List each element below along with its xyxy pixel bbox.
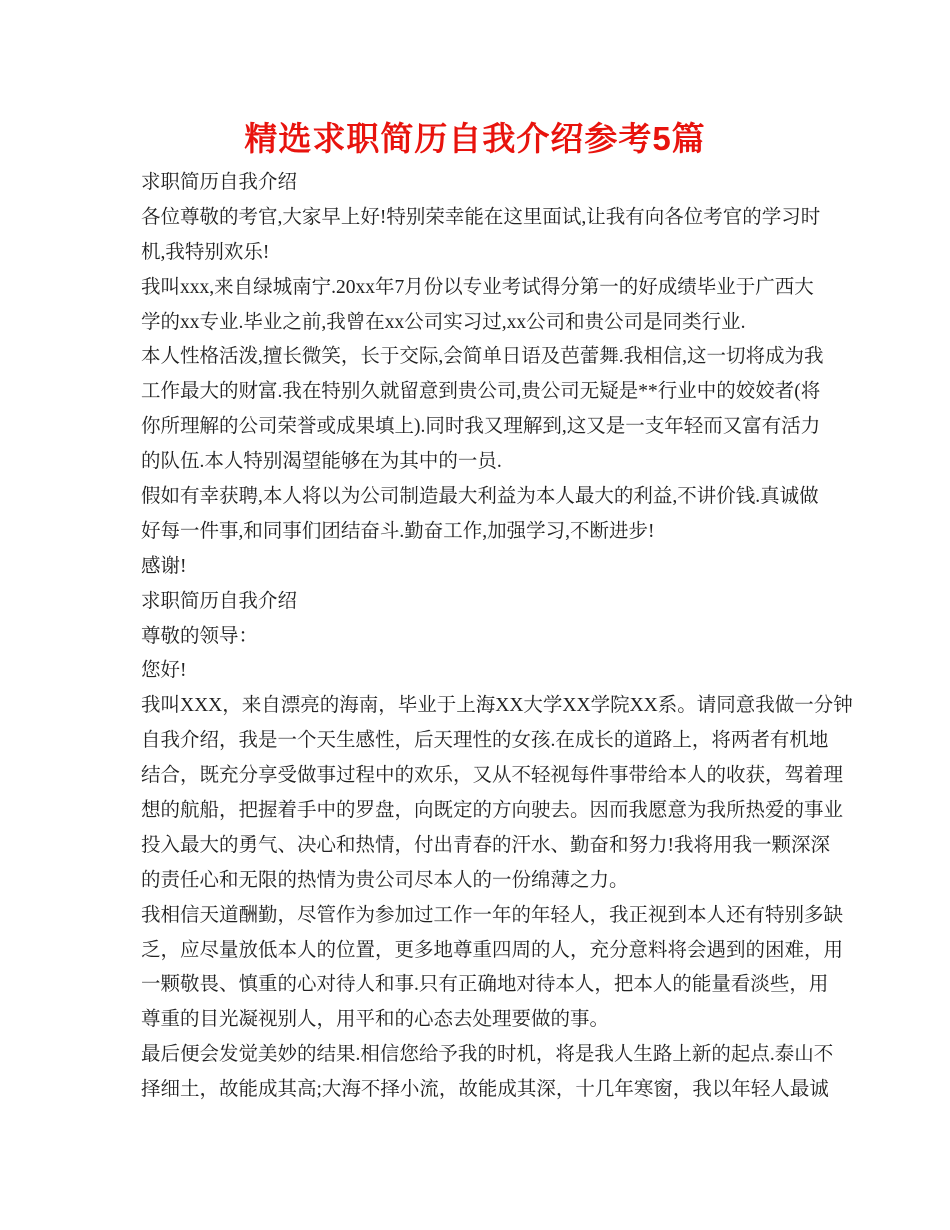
document-line: 最后便会发觉美妙的结果.相信您给予我的时机，将是我人生路上新的起点.泰山不 [141, 1044, 834, 1066]
document-line: 本人性格活泼,擅长微笑，长于交际,会简单日语及芭蕾舞.我相信,这一切将成为我 [141, 346, 824, 368]
document-line: 乏，应尽量放低本人的位置，更多地尊重四周的人，充分意料将会遇到的困难，用 [141, 939, 844, 961]
document-line: 结合，既充分享受做事过程中的欢乐，又从不轻视每件事带给本人的收获，驾着理 [141, 765, 844, 787]
document-line: 尊重的目光凝视别人，用平和的心态去处理要做的事。 [141, 1009, 610, 1031]
document-line: 求职简历自我介绍 [141, 172, 298, 193]
document-line: 我相信天道酬勤，尽管作为参加过工作一年的年轻人，我正视到本人还有特别多缺 [141, 904, 844, 926]
document-line: 尊敬的领导： [141, 625, 259, 647]
document-line: 择细土，故能成其高;大海不择小流，故能成其深，十几年寒窗，我以年轻人最诚 [141, 1079, 829, 1101]
document-line: 假如有幸获聘,本人将以为公司制造最大利益为本人最大的利益,不讲价钱.真诚做 [141, 486, 819, 508]
document-line: 好每一件事,和同事们团结奋斗.勤奋工作,加强学习,不断进步! [141, 520, 655, 542]
document-line: 自我介绍，我是一个天生感性，后天理性的女孩.在成长的道路上，将两者有机地 [141, 730, 829, 752]
document-line: 的队伍.本人特别渴望能够在为其中的一员. [141, 451, 502, 473]
document-line: 我叫xxx,来自绿城南宁.20xx年7月份以专业考试得分第一的好成绩毕业于广西大 [141, 276, 814, 298]
document-line: 我叫XXX，来自漂亮的海南，毕业于上海XX大学XX学院XX系。请同意我做一分钟 [141, 695, 853, 717]
document-line: 您好! [141, 660, 187, 682]
document-body [141, 166, 853, 1108]
document-line: 机,我特别欢乐! [141, 241, 270, 263]
document-line: 你所理解的公司荣誉或成果填上).同时我又理解到,这又是一支年轻而又富有活力 [141, 416, 821, 438]
document-line: 学的xx专业.毕业之前,我曾在xx公司实习过,xx公司和贵公司是同类行业. [141, 311, 746, 333]
document-line: 感谢! [141, 555, 187, 577]
document-line: 工作最大的财富.我在特别久就留意到贵公司,贵公司无疑是**行业中的姣姣者(将 [141, 381, 821, 403]
document-line: 的责任心和无限的热情为贵公司尽本人的一份绵薄之力。 [141, 869, 629, 891]
document-line: 一颗敬畏、慎重的心对待人和事.只有正确地对待本人，把本人的能量看淡些，用 [141, 974, 829, 996]
document-line: 求职简历自我介绍 [141, 590, 298, 612]
document-line: 想的航船，把握着手中的罗盘，向既定的方向驶去。因而我愿意为我所热爱的事业 [141, 800, 844, 822]
document-title: 精选求职简历自我介绍参考5篇 [244, 120, 706, 157]
document-line: 各位尊敬的考官,大家早上好!特别荣幸能在这里面试,让我有向各位考官的学习时 [141, 206, 821, 228]
document-line: 投入最大的勇气、决心和热情，付出青春的汗水、勤奋和努力!我将用我一颗深深 [141, 834, 830, 856]
